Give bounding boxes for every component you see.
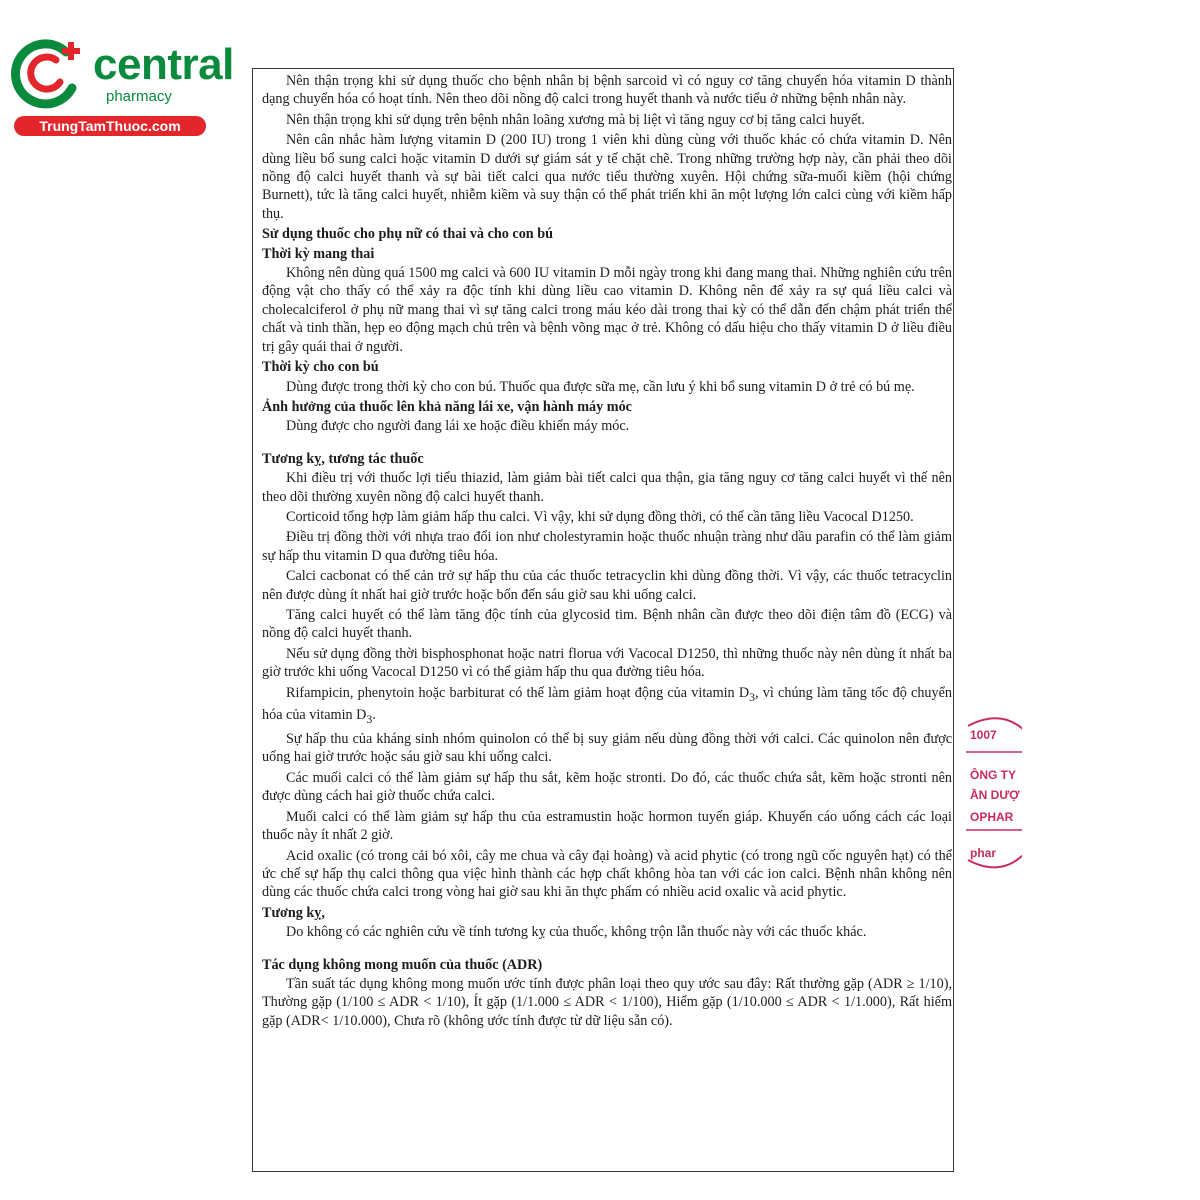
text-run: . — [372, 706, 376, 723]
text-run: , vì chúng làm tăng tốc độ chuyển hóa của vitamin D — [262, 684, 952, 723]
paragraph: Điều trị đồng thời với nhựa trao đổi ion như cholestyramin hoặc thuốc nhuận tràng như dầu parafin có thể làm giảm sự hấp thu vitamin D qua đường tiêu hóa. — [262, 529, 952, 564]
paragraph: Không nên dùng quá 1500 mg calci và 600 IU vitamin D mỗi ngày trong khi đang mang thai. Những nghiên cứu trên động vật cho thấy có thể xảy ra độc tính khi dùng liều cao vitamin D. Không nên để xảy ra sự quá liều calci và cholecalciferol ở phụ nữ mang thai vì sự tăng calci trong máu kéo dài trong thai kỳ có thể dẫn đến chậm phát triển thể chất và tinh thần, hẹp eo động mạch chủ trên và bệnh võng mạc ở trẻ. Không có dấu hiệu cho thấy vitamin D ở liều điều trị gây quái thai ở người. — [262, 265, 952, 355]
stamp-line: 1007 — [970, 728, 997, 742]
paragraph: Tần suất tác dụng không mong muốn ước tính được phân loại theo quy ước sau đây: Rất thường gặp (ADR ≥ 1/10), Thường gặp (1/100 ≤ ADR < 1/10), Ít gặp (1/1.000 ≤ ADR < 1/100), Hiếm gặp (1/10.000 ≤ ADR < 1/1.000), Rất hiếm gặp (ADR< 1/10.000), Chưa rõ (không ước tính được từ dữ liệu sẵn có). — [262, 975, 952, 1029]
paragraph: Do không có các nghiên cứu về tính tương kỵ của thuốc, không trộn lẫn thuốc này với các thuốc khác. — [286, 924, 867, 941]
subscript: 3 — [749, 689, 756, 704]
paragraph: Dùng được trong thời kỳ cho con bú. Thuốc qua được sữa mẹ, cần lưu ý khi bổ sung vitamin D ở trẻ có bú mẹ. — [286, 378, 915, 395]
subsection-heading-lactation: Thời kỳ cho con bú — [262, 359, 379, 376]
paragraph: Sự hấp thu của kháng sinh nhóm quinolon có thể bị suy giảm nếu dùng đồng thời với calci. Các quinolon nên được uống hai giờ trước hoặc sáu giờ sau khi uống calci. — [262, 731, 952, 766]
brand-logo — [8, 36, 234, 136]
company-stamp — [962, 712, 1022, 882]
paragraph — [262, 684, 952, 728]
brand-name: central — [93, 40, 234, 89]
section-heading-interactions: Tương kỵ, tương tác thuốc — [262, 450, 424, 467]
pharmacy-cross-icon — [8, 36, 88, 112]
section-heading-driving: Ảnh hưởng của thuốc lên khả năng lái xe, vận hành máy móc — [262, 398, 632, 415]
subscript: 3 — [366, 711, 373, 726]
brand-subtitle: pharmacy — [106, 88, 172, 105]
paragraph: Tăng calci huyết có thể làm tăng độc tính của glycosid tim. Bệnh nhân cần được theo dõi điện tâm đồ (ECG) và nồng độ calci huyết thanh. — [262, 606, 952, 642]
paragraph: Nếu sử dụng đồng thời bisphosphonat hoặc natri florua với Vacocal D1250, thì những thuốc này nên dùng ít nhất ba giờ trước khi uống Vacocal D1250 vì có thể giảm hấp thu qua đường tiêu hóa. — [262, 645, 952, 681]
section-heading-adr: Tác dụng không mong muốn của thuốc (ADR) — [262, 956, 543, 973]
paragraph: Nên thận trọng khi sử dụng trên bệnh nhân loãng xương mà bị liệt vì tăng nguy cơ bị tăng calci huyết. — [286, 111, 865, 128]
paragraph: Calci cacbonat có thể cản trở sự hấp thu của các thuốc tetracyclin khi dùng đồng thời. Vì vậy, các thuốc tetracyclin nên được dùng ít nhất hai giờ trước hoặc bốn đến sáu giờ sau khi uống calci. — [262, 568, 952, 603]
section-heading-pregnancy: Sử dụng thuốc cho phụ nữ có thai và cho con bú — [262, 226, 554, 243]
paragraph: Các muối calci có thể làm giảm sự hấp thu sắt, kẽm hoặc stronti. Do đó, các thuốc chứa sắt, kẽm hoặc stronti nên được dùng cách hai giờ thuốc chứa calci. — [262, 769, 952, 805]
paragraph: Khi điều trị với thuốc lợi tiểu thiazid, làm giảm bài tiết calci qua thận, gia tăng nguy cơ tăng calci huyết vì thế nên theo dõi thường xuyên nồng độ calci huyết thanh. — [262, 470, 952, 505]
paragraph: Nên cân nhắc hàm lượng vitamin D (200 IU) trong 1 viên khi dùng cùng với thuốc khác có chứa vitamin D. Nên dùng liều bổ sung calci hoặc vitamin D dưới sự giám sát y tế chặt chẽ. Trong những trường hợp này, cần phải theo dõi nồng độ calci huyết thanh và sự bài tiết calci qua nước tiểu thường xuyên. Hội chứng sữa-muối kiềm (hội chứng Burnett), tức là tăng calci huyết, nhiễm kiềm và suy thận có thể phát triển khi ăn một lượng lớn calci cùng với kiềm hấp thụ. — [262, 132, 952, 222]
paragraph: Muối calci có thể làm giảm sự hấp thu của estramustin hoặc hormon tuyến giáp. Khuyến cáo uống cách các loại thuốc này ít nhất 2 giờ. — [262, 808, 952, 844]
text-run: Rifampicin, phenytoin hoặc barbiturat có thể làm giảm hoạt động của vitamin D — [286, 684, 750, 701]
stamp-line: ẦN DƯỢ — [970, 788, 1020, 802]
paragraph: Acid oxalic (có trong cải bó xôi, cây me chua và cây đại hoàng) và acid phytic (có trong ngũ cốc nguyên hạt) có thể ức chế sự hấp thụ calci thông qua việc hình thành các hợp chất không hòa tan với các ion calci. Bệnh nhân không nên dùng các thuốc chứa calci trong vòng hai giờ sau khi ăn thực phẩm có nhiều acid oxalic và acid phytic. — [262, 847, 952, 901]
document-body — [262, 72, 952, 1032]
paragraph: Dùng được cho người đang lái xe hoặc điều khiển máy móc. — [286, 418, 630, 435]
brand-website: TrungTamThuoc.com — [14, 116, 206, 136]
stamp-line: phar — [970, 846, 997, 860]
stamp-line: ÔNG TY — [970, 768, 1017, 782]
subsection-heading-pregnancy-period: Thời kỳ mang thai — [262, 245, 375, 262]
stamp-line: OPHAR — [970, 810, 1014, 824]
paragraph: Corticoid tổng hợp làm giảm hấp thu calci. Vì vậy, khi sử dụng đồng thời, có thể cần tăng liều Vacocal D1250. — [286, 508, 914, 525]
section-heading-incompatibility: Tương kỵ, — [262, 904, 325, 921]
paragraph: Nên thận trọng khi sử dụng thuốc cho bệnh nhân bị bệnh sarcoid vì có nguy cơ tăng chuyển hóa vitamin D thành dạng chuyển hóa có hoạt tính. Nên theo dõi nồng độ calci trong huyết thanh và nước tiểu ở những bệnh nhân này. — [262, 73, 952, 108]
